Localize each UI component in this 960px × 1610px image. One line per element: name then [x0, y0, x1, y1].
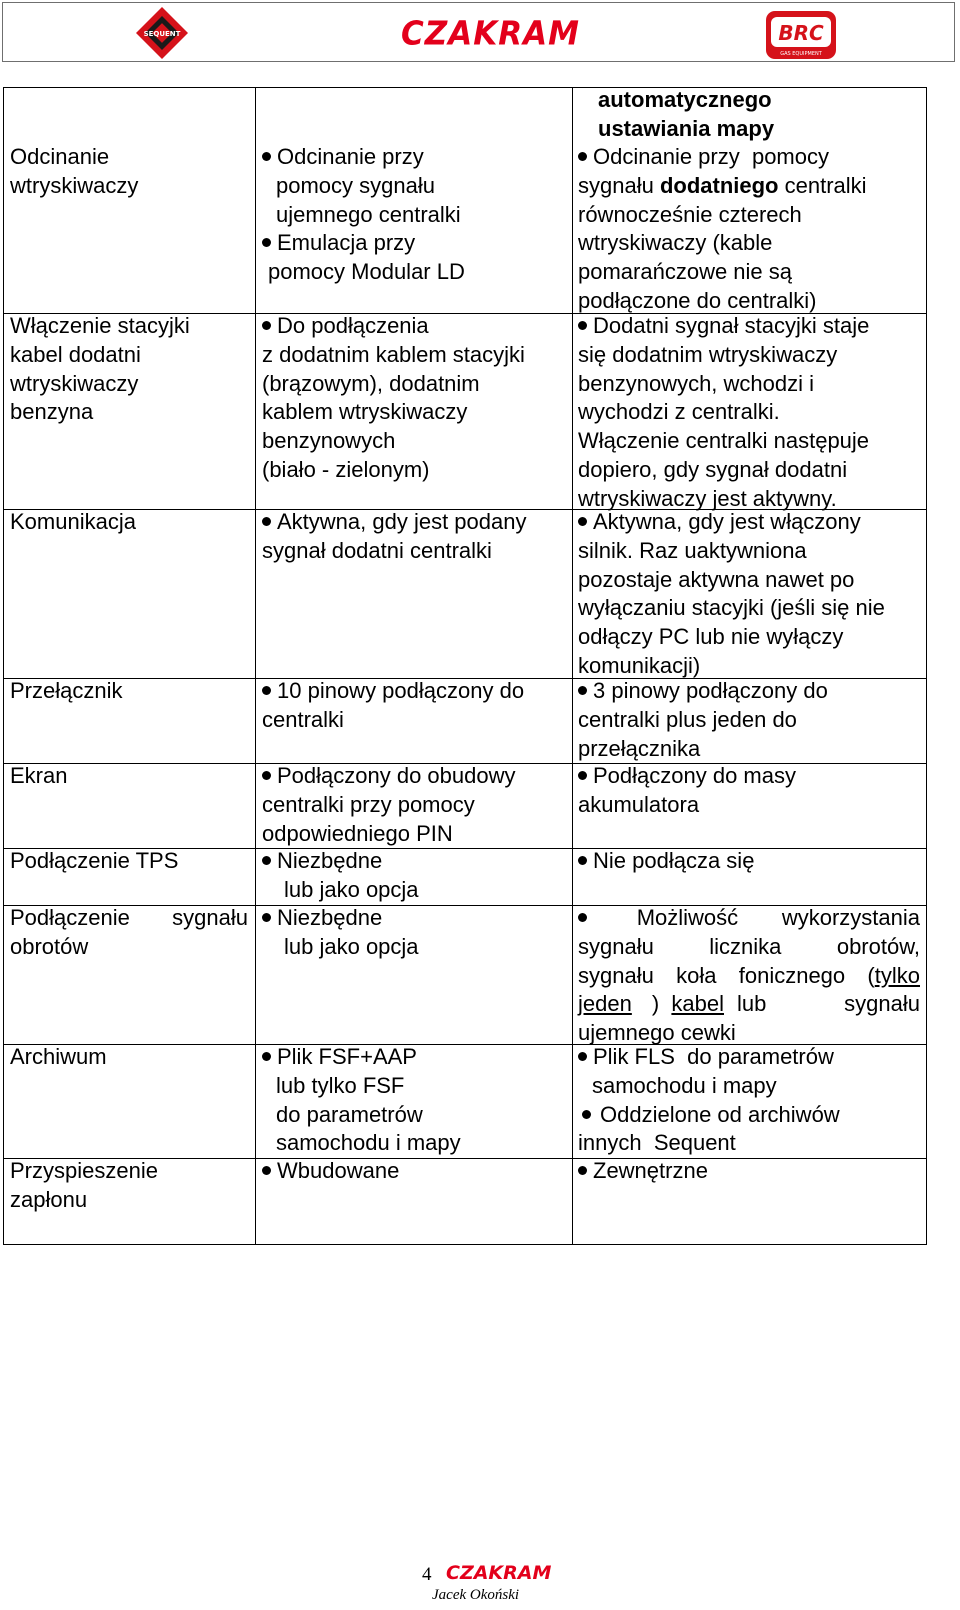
text-span: Podłączenie	[10, 905, 130, 930]
row-label-line: kabel dodatni	[10, 341, 141, 367]
text-line: silnik. Raz uaktywniona	[578, 537, 807, 563]
bullet-icon	[578, 321, 587, 330]
bullet-line	[262, 508, 526, 537]
cell-text-col3	[578, 904, 920, 1048]
text-span: )	[651, 991, 660, 1017]
text-span: sygnału	[578, 172, 660, 198]
text-line: Oddzielone od archiwów	[600, 1101, 840, 1127]
text-line: się dodatnim wtryskiwaczy	[578, 341, 838, 367]
text-span: lub	[736, 991, 767, 1017]
text-line: Wbudowane	[277, 1158, 400, 1183]
bullet-line	[578, 508, 885, 537]
row-label-line: Ekran	[10, 763, 68, 788]
text-line: Plik FSF+AAP	[277, 1044, 417, 1069]
author-signature: Jacek Okoński	[432, 1587, 520, 1603]
brand-title: CZAKRAM	[401, 15, 580, 53]
bullet-icon	[262, 686, 271, 695]
cell-text-col2	[262, 312, 525, 485]
bullet-icon	[578, 686, 587, 695]
text-line: (biało - zielonym)	[262, 456, 430, 482]
col3-heading	[598, 86, 774, 144]
brc-logo-text: BRC	[778, 21, 824, 45]
text-line: ujemnego cewki	[578, 1020, 736, 1046]
text-line: Niezbędne	[277, 905, 383, 930]
bullet-line	[262, 143, 465, 172]
underlined-text: tylko	[874, 962, 920, 988]
text-line: dopiero, gdy sygnał dodatni	[578, 456, 848, 482]
bullet-line	[262, 762, 516, 791]
bullet-line	[262, 677, 524, 706]
text-line: Podłączony do obudowy	[277, 763, 516, 788]
row-label-line: benzyna	[10, 399, 94, 425]
text-line: Odcinanie przy	[277, 144, 424, 169]
text-line: Niezbędne	[277, 848, 383, 873]
bullet-line	[578, 1157, 708, 1186]
cell-text-col3	[578, 1043, 840, 1158]
row-label	[10, 677, 122, 706]
cell-text-col2	[262, 904, 419, 962]
cell-text-col3	[578, 143, 867, 316]
row-label-line: wtryskiwaczy	[10, 370, 139, 396]
text-span: Możliwość	[636, 905, 739, 930]
row-label	[10, 1043, 107, 1072]
text-line: sygnał dodatni centralki	[262, 537, 492, 563]
text-line: centralki	[262, 706, 344, 732]
text-span: wykorzystania	[781, 905, 920, 930]
bullet-line	[262, 229, 465, 258]
text-line: odłączy PC lub nie wyłączy	[578, 624, 844, 650]
bullet-line	[262, 1157, 399, 1186]
text-span: sygnału	[844, 991, 920, 1017]
row-label-line: wtryskiwaczy	[10, 172, 139, 198]
text-line: ustawiania mapy	[598, 115, 775, 141]
text-span: licznika	[709, 933, 782, 959]
text-line	[578, 962, 920, 991]
cell-text-col2	[262, 508, 526, 566]
row-label	[10, 312, 190, 427]
text-span: sygnału	[172, 905, 248, 930]
text-span: koła	[676, 962, 717, 988]
cell-text-col2	[262, 1043, 461, 1158]
text-span	[867, 962, 920, 991]
text-line: Zewnętrzne	[593, 1158, 708, 1183]
sequent-logo-text: SEQUENT	[143, 30, 181, 38]
bullet-icon	[262, 856, 271, 865]
row-label-line	[10, 904, 248, 933]
bullet-icon	[262, 913, 271, 922]
text-line: centralki plus jeden do	[578, 706, 797, 732]
text-line	[578, 172, 867, 201]
text-line: odpowiedniego PIN	[262, 820, 453, 846]
bullet-icon	[582, 1110, 591, 1119]
text-line: wyłączaniu stacyjki (jeśli się nie	[578, 595, 885, 621]
text-line	[578, 990, 920, 1019]
text-line: równocześnie czterech	[578, 201, 802, 227]
cell-text-col3	[578, 312, 869, 514]
bullet-icon	[578, 913, 587, 922]
bullet-line	[578, 677, 828, 706]
row-label	[10, 143, 138, 201]
text-span: fonicznego	[738, 962, 846, 988]
text-line: Odcinanie przy pomocy	[593, 144, 829, 169]
text-line: 10 pinowy podłączony do	[277, 678, 525, 703]
bullet-icon	[578, 1166, 587, 1175]
cell-text-col3	[578, 1157, 708, 1186]
row-label-line: obrotów	[10, 933, 89, 959]
text-line: wtryskiwaczy jest aktywny.	[578, 485, 837, 511]
bullet-icon	[262, 517, 271, 526]
text-line: (brązowym), dodatnim	[262, 370, 480, 396]
row-label-line: Odcinanie	[10, 144, 110, 169]
sequent-logo	[135, 6, 189, 60]
footer-brand: CZAKRAM	[446, 1562, 552, 1584]
page-header	[2, 2, 955, 62]
text-line: Aktywna, gdy jest podany	[277, 509, 527, 534]
text-line: 3 pinowy podłączony do	[593, 678, 828, 703]
bullet-icon	[578, 152, 587, 161]
cell-text-col3	[578, 847, 754, 876]
text-line: pozostaje aktywna nawet po	[578, 566, 855, 592]
cell-text-col2	[262, 143, 465, 287]
text-line: samochodu i mapy	[592, 1072, 777, 1098]
text-span: centralki	[778, 172, 867, 198]
bullet-icon	[578, 771, 587, 780]
text-line: komunikacji)	[578, 652, 701, 678]
bullet-icon	[262, 1052, 271, 1061]
text-line: kablem wtryskiwaczy	[262, 399, 468, 425]
bullet-line	[262, 312, 525, 341]
text-line: lub jako opcja	[284, 876, 419, 902]
bold-text: dodatniego	[659, 172, 779, 198]
cell-text-col2	[262, 677, 524, 735]
bullet-line	[578, 847, 754, 876]
text-line: samochodu i mapy	[276, 1130, 461, 1156]
bullet-icon	[262, 321, 271, 330]
text-line: Nie podłącza się	[593, 848, 755, 873]
cell-text-col2	[262, 762, 516, 848]
comparison-table	[3, 87, 954, 1245]
row-label	[10, 762, 67, 791]
bullet-icon	[262, 1166, 271, 1175]
brc-logo	[765, 10, 837, 60]
row-label	[10, 904, 248, 962]
bullet-icon	[262, 771, 271, 780]
text-line: wtryskiwaczy (kable	[578, 230, 773, 256]
row-label	[10, 847, 178, 876]
cell-text-col3	[578, 762, 796, 820]
text-line: Do podłączenia	[277, 313, 429, 338]
text-line: pomocy Modular LD	[268, 259, 465, 285]
text-line: przełącznika	[578, 735, 701, 761]
bullet-line	[578, 1101, 840, 1130]
row-label	[10, 1157, 158, 1215]
text-line: Włączenie centralki następuje	[578, 428, 870, 454]
text-line: benzynowych	[262, 428, 396, 454]
bullet-line	[262, 1043, 461, 1072]
row-label-line: Przyspieszenie	[10, 1158, 158, 1183]
text-line: innych Sequent	[578, 1130, 736, 1156]
text-line: Plik FLS do parametrów	[593, 1044, 834, 1069]
row-label	[10, 508, 136, 537]
text-line: Emulacja przy	[277, 230, 416, 256]
row-label-line: Podłączenie TPS	[10, 848, 179, 873]
text-span: sygnału	[578, 933, 654, 959]
text-line: podłączone do centralki)	[578, 287, 817, 313]
text-line: wychodzi z centralki.	[578, 399, 780, 425]
cell-text-col2	[262, 1157, 399, 1186]
underlined-text: kabel	[671, 991, 724, 1017]
text-line	[578, 904, 920, 933]
text-span	[578, 904, 593, 933]
text-line: Dodatni sygnał stacyjki staje	[593, 313, 870, 338]
text-span: obrotów,	[836, 933, 920, 959]
bullet-line	[262, 904, 419, 933]
bullet-icon	[262, 152, 271, 161]
text-line: lub tylko FSF	[276, 1072, 405, 1098]
brc-logo-subtext: GAS EQUIPMENT	[780, 51, 822, 57]
bullet-icon	[578, 856, 587, 865]
page-footer	[0, 1560, 960, 1610]
text-line: do parametrów	[276, 1101, 423, 1127]
row-label-line: Komunikacja	[10, 509, 136, 534]
bullet-line	[262, 847, 419, 876]
text-span: sygnału	[578, 962, 654, 988]
underlined-text: jeden	[578, 991, 632, 1017]
row-label-line: Archiwum	[10, 1044, 107, 1069]
text-line: pomarańczowe nie są	[578, 259, 793, 285]
text-span: (	[867, 962, 875, 988]
bullet-line	[578, 312, 869, 341]
text-line: benzynowych, wchodzi i	[578, 370, 815, 396]
text-line: z dodatnim kablem stacyjki	[262, 341, 525, 367]
text-line: automatycznego	[598, 87, 772, 112]
cell-text-col3	[578, 508, 885, 681]
text-line: lub jako opcja	[284, 933, 419, 959]
bullet-icon	[578, 517, 587, 526]
cell-text-col2	[262, 847, 419, 905]
row-label-line: zapłonu	[10, 1186, 88, 1212]
text-line: Podłączony do masy	[593, 763, 796, 788]
text-line: centralki przy pomocy	[262, 791, 475, 817]
text-line: ujemnego centralki	[276, 201, 461, 227]
text-line: pomocy sygnału	[276, 172, 435, 198]
text-line: akumulatora	[578, 791, 700, 817]
bullet-line	[578, 762, 796, 791]
text-line	[578, 933, 920, 962]
page-number: 4	[422, 1564, 432, 1585]
bullet-icon	[578, 1052, 587, 1061]
row-label-line: Włączenie stacyjki	[10, 313, 190, 338]
cell-text-col3	[578, 677, 828, 763]
row-label-line: Przełącznik	[10, 678, 123, 703]
bullet-line	[578, 1043, 840, 1072]
bullet-line	[578, 143, 867, 172]
bullet-icon	[262, 238, 271, 247]
text-line: Aktywna, gdy jest włączony	[593, 509, 861, 534]
